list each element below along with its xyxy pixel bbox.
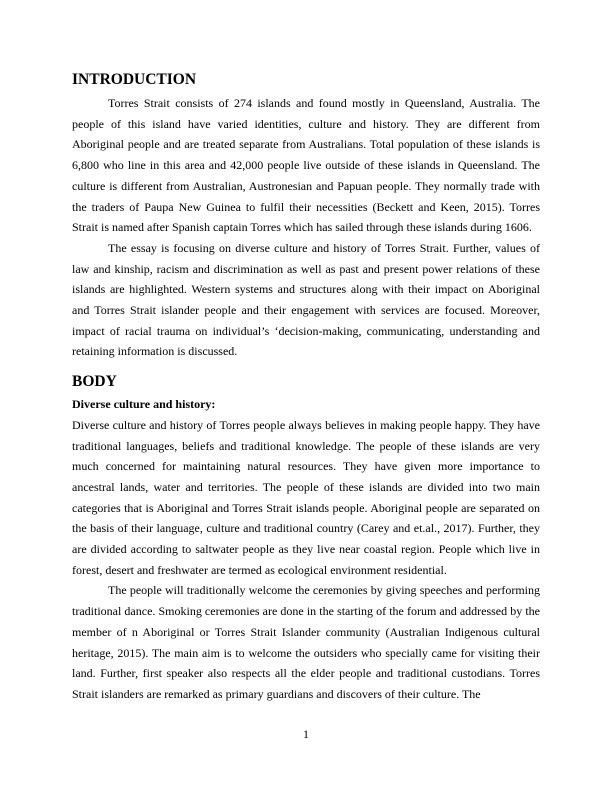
page-number: 1 [303,727,309,741]
body-paragraph-1: Diverse culture and history of Torres people always believes in making people happy. They have traditional languages, beliefs and traditional knowledge. The people of these islands are very much concerned for maintaining natural resources. They have given more importance to ancestral lands, water and territories. The people of these islands are divided into two main categories that is Aboriginal and Torres Strait islands people. Aboriginal people are separated on the basis of their language, culture and traditional country (Carey and et.al., 2017). Further, they are divided according to saltwater people as they live near coastal region. People which live in forest, desert and freshwater are termed as ecological environment residential. [72,417,540,577]
diverse-culture-subheading: Diverse culture and history: [72,397,216,412]
body-heading: BODY [72,373,117,391]
document-page [72,70,540,705]
body-paragraph-2: The people will traditionally welcome the ceremonies by giving speeches and performing traditional dance. Smoking ceremonies are done in the starting of the forum and addressed by the member of n Aboriginal or Torres Strait Islander community (Australian Indigenous cultural heritage, 2015). The main aim is to welcome the outsiders who specially came for visiting their land. Further, first speaker also respects all the elder people and traditional custodians. Torres Strait islanders are remarked as primary guardians and discovers of their culture. The [72,583,540,701]
introduction-paragraph-1: Torres Strait consists of 274 islands and found mostly in Queensland, Australia. The people of this island have varied identities, culture and history. They are different from Aboriginal people and are treated separate from Australians. Total population of these islands is 6,800 who line in this area and 42,000 people live outside of these islands in Queensland. The culture is different from Australian, Austronesian and Papuan people. They normally trade with the traders of Paupa New Guinea to fulfil their necessities (Beckett and Keen, 2015). Torres Strait is named after Spanish captain Torres which has sailed through these islands during 1606. [72,96,540,235]
introduction-paragraph-2: The essay is focusing on diverse culture and history of Torres Strait. Further, values of law and kinship, racism and discrimination as well as past and present power relations of these islands are highlighted. Western systems and structures along with their impact on Aboriginal and Torres Strait islander people and their engagement with services are focused. Moreover, impact of racial trauma on individual’s ‘decision-making, communicating, understanding and retaining information is discussed. [72,240,540,359]
introduction-heading: INTRODUCTION [72,71,197,88]
